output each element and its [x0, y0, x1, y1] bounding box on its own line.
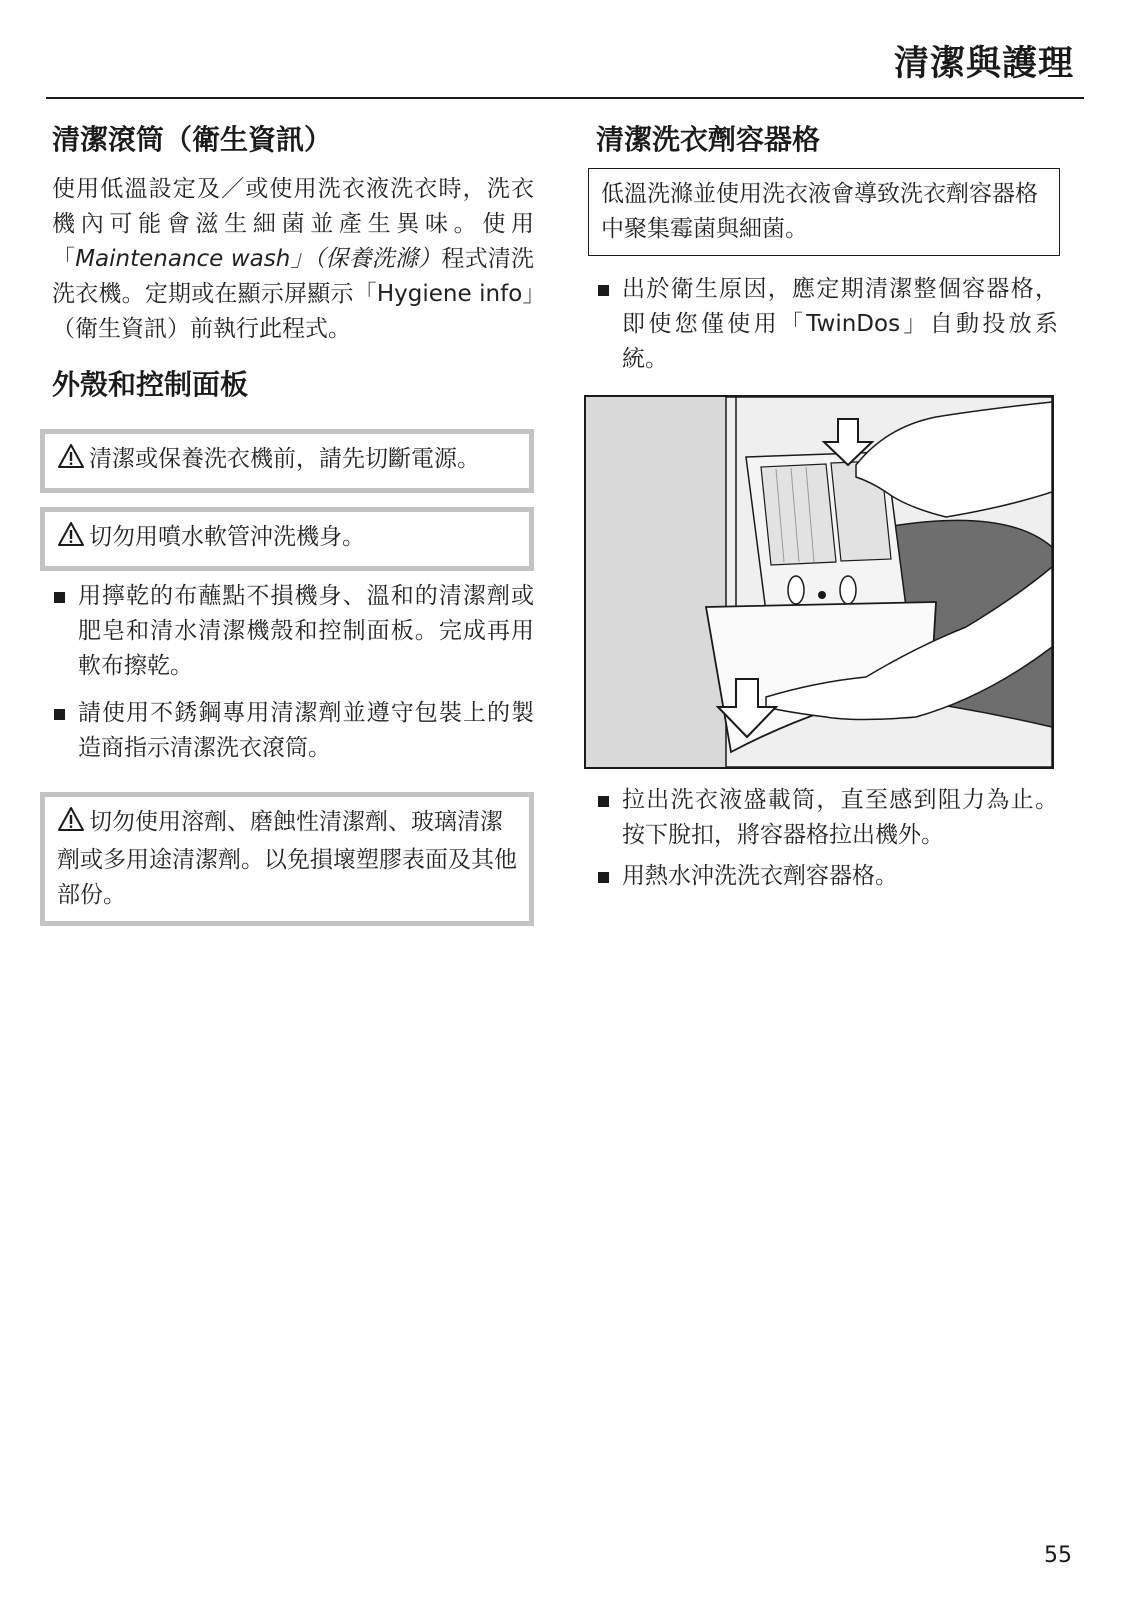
list-item: 拉出洗衣液盛載筒，直至感到阻力為止。按下脫扣，將容器格拉出機外。 [596, 783, 1058, 853]
maintenance-wash-program: Maintenance wash」（保養洗滌） [75, 246, 442, 272]
warning-box-hose [40, 507, 534, 571]
dispenser-removal-illustration [584, 395, 1054, 769]
drum-text-part-2: 程式清洗洗衣機。定期或在顯示屏顯示「Hygiene info」（衛生資訊）前執行此程式。 [52, 246, 535, 342]
list-item: 請使用不銹鋼專用清潔劑並遵守包裝上的製造商指示清潔洗衣滾筒。 [52, 696, 534, 766]
dispenser-intro-list [596, 272, 1058, 377]
warning-triangle-icon [57, 443, 89, 480]
warning-triangle-icon [57, 806, 89, 843]
dispenser-steps-list [596, 783, 1058, 894]
casing-panel-heading: 外殼和控制面板 [52, 368, 249, 401]
header-divider [46, 97, 1084, 99]
hygiene-note-text: 低溫洗滌並使用洗衣液會導致洗衣劑容器格中聚集霉菌與細菌。 [601, 181, 1038, 242]
list-item: 出於衛生原因，應定期清潔整個容器格，即使您僅使用「TwinDos」自動投放系統。 [596, 272, 1058, 377]
list-item: 用熱水沖洗洗衣劑容器格。 [596, 859, 1058, 894]
drum-cleaning-heading: 清潔滾筒（衛生資訊） [52, 123, 333, 156]
warning-triangle-icon [57, 521, 89, 558]
warning-solvents-text: 切勿使用溶劑、磨蝕性清潔劑、玻璃清潔劑或多用途清潔劑。以免損壞塑膠表面及其他部份。 [57, 809, 517, 908]
bullet-square-icon [54, 592, 65, 603]
warning-hose-text: 切勿用噴水軟管沖洗機身。 [89, 524, 365, 550]
left-column [52, 118, 534, 926]
dispenser-cleaning-heading: 清潔洗衣劑容器格 [596, 123, 821, 156]
warning-box-power [40, 429, 534, 493]
page-header-title: 清潔與護理 [893, 44, 1074, 84]
casing-cleaning-list [52, 579, 534, 766]
right-column [596, 118, 1080, 894]
bullet-square-icon [598, 285, 609, 296]
hygiene-note-box [588, 168, 1060, 256]
bullet-square-icon [598, 872, 609, 883]
drum-text-part-1: 使用低溫設定及／或使用洗衣液洗衣時，洗衣機內可能會滋生細菌並產生異味。使用「 [52, 176, 534, 272]
warning-power-text: 清潔或保養洗衣機前，請先切斷電源。 [89, 446, 480, 472]
page-number: 55 [1044, 1543, 1072, 1568]
drum-cleaning-paragraph [52, 172, 534, 347]
list-item: 用擰乾的布蘸點不損機身、溫和的清潔劑或肥皂和清水清潔機殼和控制面板。完成再用軟布擦乾。 [52, 579, 534, 684]
bullet-square-icon [54, 709, 65, 720]
bullet-square-icon [598, 796, 609, 807]
warning-box-solvents [40, 792, 534, 926]
